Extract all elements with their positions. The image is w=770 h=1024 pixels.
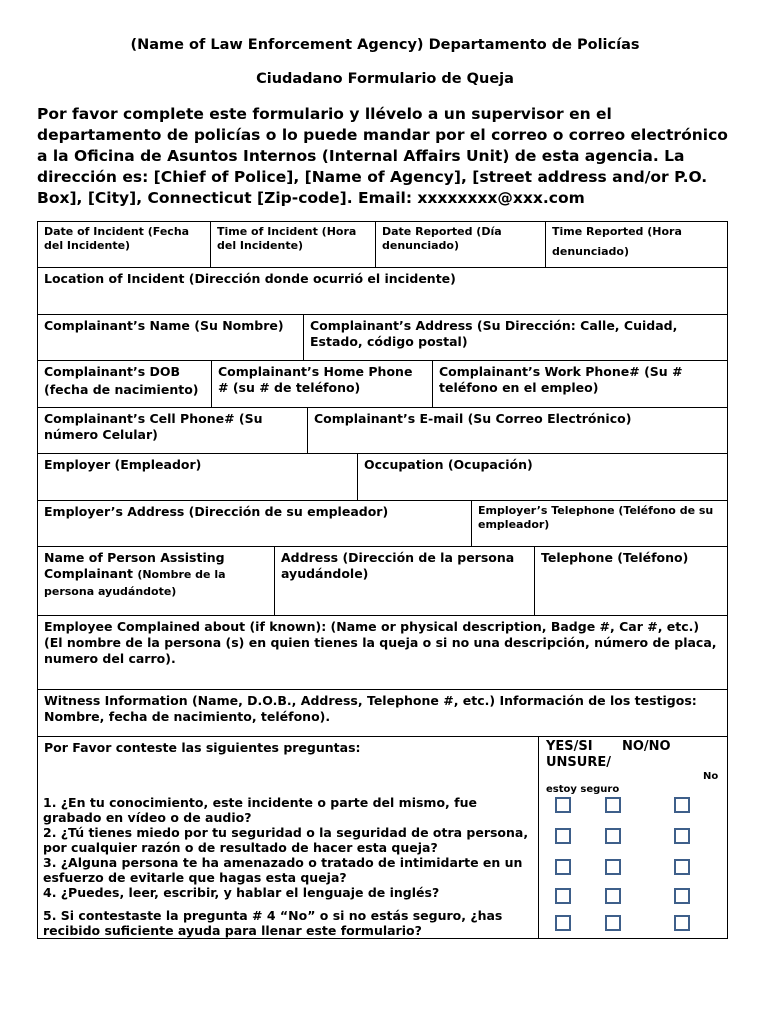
q5-no-checkbox[interactable] [605, 915, 621, 931]
unsure-column-header-no: No [703, 771, 719, 782]
q1-no-checkbox[interactable] [605, 797, 621, 813]
agency-title: (Name of Law Enforcement Agency) Departamento de Policías [130, 37, 640, 53]
q4-yes-checkbox[interactable] [555, 888, 571, 904]
employer-field[interactable] [37, 453, 358, 501]
witness-label: Witness Information (Name, D.O.B., Address, Telephone #, etc.) Información de los testigos: Nombre, fecha de nacimiento, teléfono). [44, 693, 697, 724]
complainant-name-label: Complainant’s Name (Su Nombre) [44, 318, 284, 333]
assistant-address-field[interactable] [274, 546, 535, 616]
work-phone-field[interactable] [432, 360, 728, 408]
complainant-name-field[interactable] [37, 314, 304, 361]
q3-unsure-checkbox[interactable] [674, 859, 690, 875]
assistant-name-label: Name of Person Assisting [44, 550, 225, 565]
questions-prompt: Por Favor conteste las siguientes preguntas: [44, 740, 361, 755]
q4-unsure-checkbox[interactable] [674, 888, 690, 904]
question-3: 3. ¿Alguna persona te ha amenazado o tratado de intimidarte en un esfuerzo de evitarle que hagas esta queja? [43, 855, 523, 885]
time-of-incident-field[interactable] [210, 221, 376, 268]
instructions: Por favor complete este formulario y llévelo a un supervisor en el departamento de policías o lo puede mandar por el correo o correo electrónico a la Oficina de Asuntos Internos (Internal Affairs Unit) de esta agencia. La dirección es: [Chief of Police], [Name of Agency], [street address and/or P.O. Box], [City], Connecticut [Zip-code]. Email: xxxxxxxx@xxx.com [37, 105, 728, 207]
occupation-label: Occupation (Ocupación) [364, 457, 533, 472]
employee-complained-field[interactable] [37, 615, 728, 690]
employer-telephone-field[interactable] [471, 500, 728, 547]
complainant-address-label: Complainant’s Address (Su Dirección: Calle, Cuidad, Estado, código postal) [310, 318, 678, 349]
work-phone-label: Complainant’s Work Phone# (Su # teléfono en el empleo) [439, 364, 683, 395]
cell-phone-field[interactable] [37, 407, 308, 454]
employer-telephone-label: Employer’s Telephone (Teléfono de su empleador) [478, 504, 714, 531]
q2-no-checkbox[interactable] [605, 828, 621, 844]
date-of-incident-field[interactable] [37, 221, 211, 268]
no-column-header: NO/NO [622, 739, 671, 754]
q3-yes-checkbox[interactable] [555, 859, 571, 875]
q1-yes-checkbox[interactable] [555, 797, 571, 813]
q2-unsure-checkbox[interactable] [674, 828, 690, 844]
q5-unsure-checkbox[interactable] [674, 915, 690, 931]
assistant-name-label-3: (Nombre de la persona ayudándote) [44, 568, 226, 598]
dob-field[interactable] [37, 360, 212, 408]
time-of-incident-label: Time of Incident (Hora del Incidente) [217, 225, 357, 252]
yes-column-header: YES/SI [546, 739, 593, 754]
q1-unsure-checkbox[interactable] [674, 797, 690, 813]
question-2: 2. ¿Tú tienes miedo por tu seguridad o la seguridad de otra persona, por cualquier razón o de resultado de hacer esta queja? [43, 825, 529, 855]
q2-yes-checkbox[interactable] [555, 828, 571, 844]
home-phone-field[interactable] [211, 360, 433, 408]
question-4: 4. ¿Puedes, leer, escribir, y hablar el lenguaje de inglés? [43, 885, 440, 900]
email-field[interactable] [307, 407, 728, 454]
home-phone-label: Complainant’s Home Phone # (su # de teléfono) [218, 364, 413, 395]
assistant-telephone-label: Telephone (Teléfono) [541, 550, 689, 565]
q5-yes-checkbox[interactable] [555, 915, 571, 931]
date-reported-field[interactable] [375, 221, 546, 268]
witness-field[interactable] [37, 689, 728, 737]
assistant-address-label: Address (Dirección de la persona ayudándole) [281, 550, 515, 581]
time-reported-label-2: denunciado) [552, 245, 629, 258]
employer-label: Employer (Empleador) [44, 457, 202, 472]
dob-label-2: (fecha de nacimiento) [44, 382, 199, 397]
location-field[interactable] [37, 267, 728, 315]
location-label: Location of Incident (Dirección donde ocurrió el incidente) [44, 271, 456, 286]
complainant-address-field[interactable] [303, 314, 728, 361]
cell-phone-label: Complainant’s Cell Phone# (Su número Celular) [44, 411, 263, 442]
unsure-column-header: UNSURE/ [546, 755, 611, 770]
employer-address-label: Employer’s Address (Dirección de su empleador) [44, 504, 389, 519]
form-title: Ciudadano Formulario de Queja [256, 71, 514, 87]
date-of-incident-label: Date of Incident (Fecha del Incidente) [44, 225, 190, 252]
question-5: 5. Si contestaste la pregunta # 4 “No” o si no estás seguro, ¿has recibido suficiente ayuda para llenar este formulario? [43, 908, 503, 938]
question-1: 1. ¿En tu conocimiento, este incidente o parte del mismo, fue grabado en vídeo o de audio? [43, 795, 477, 825]
employee-complained-label: Employee Complained about (if known): (Name or physical description, Badge #, Car #, etc.) (El nombre de la persona (s) en quien tienes la queja o si no una descripción, número de placa, numero del carro). [44, 619, 717, 666]
employer-address-field[interactable] [37, 500, 472, 547]
time-reported-field[interactable] [545, 221, 728, 268]
assistant-telephone-field[interactable] [534, 546, 728, 616]
dob-label: Complainant’s DOB [44, 364, 181, 379]
occupation-field[interactable] [357, 453, 728, 501]
assistant-name-label-2: Complainant [44, 566, 133, 581]
date-reported-label: Date Reported (Día denunciado) [382, 225, 502, 252]
assistant-name-field[interactable] [37, 546, 275, 616]
time-reported-label: Time Reported (Hora [552, 225, 682, 238]
q4-no-checkbox[interactable] [605, 888, 621, 904]
email-label: Complainant’s E-mail (Su Correo Electrónico) [314, 411, 632, 426]
q3-no-checkbox[interactable] [605, 859, 621, 875]
unsure-column-header-estoy: estoy seguro [546, 784, 620, 795]
